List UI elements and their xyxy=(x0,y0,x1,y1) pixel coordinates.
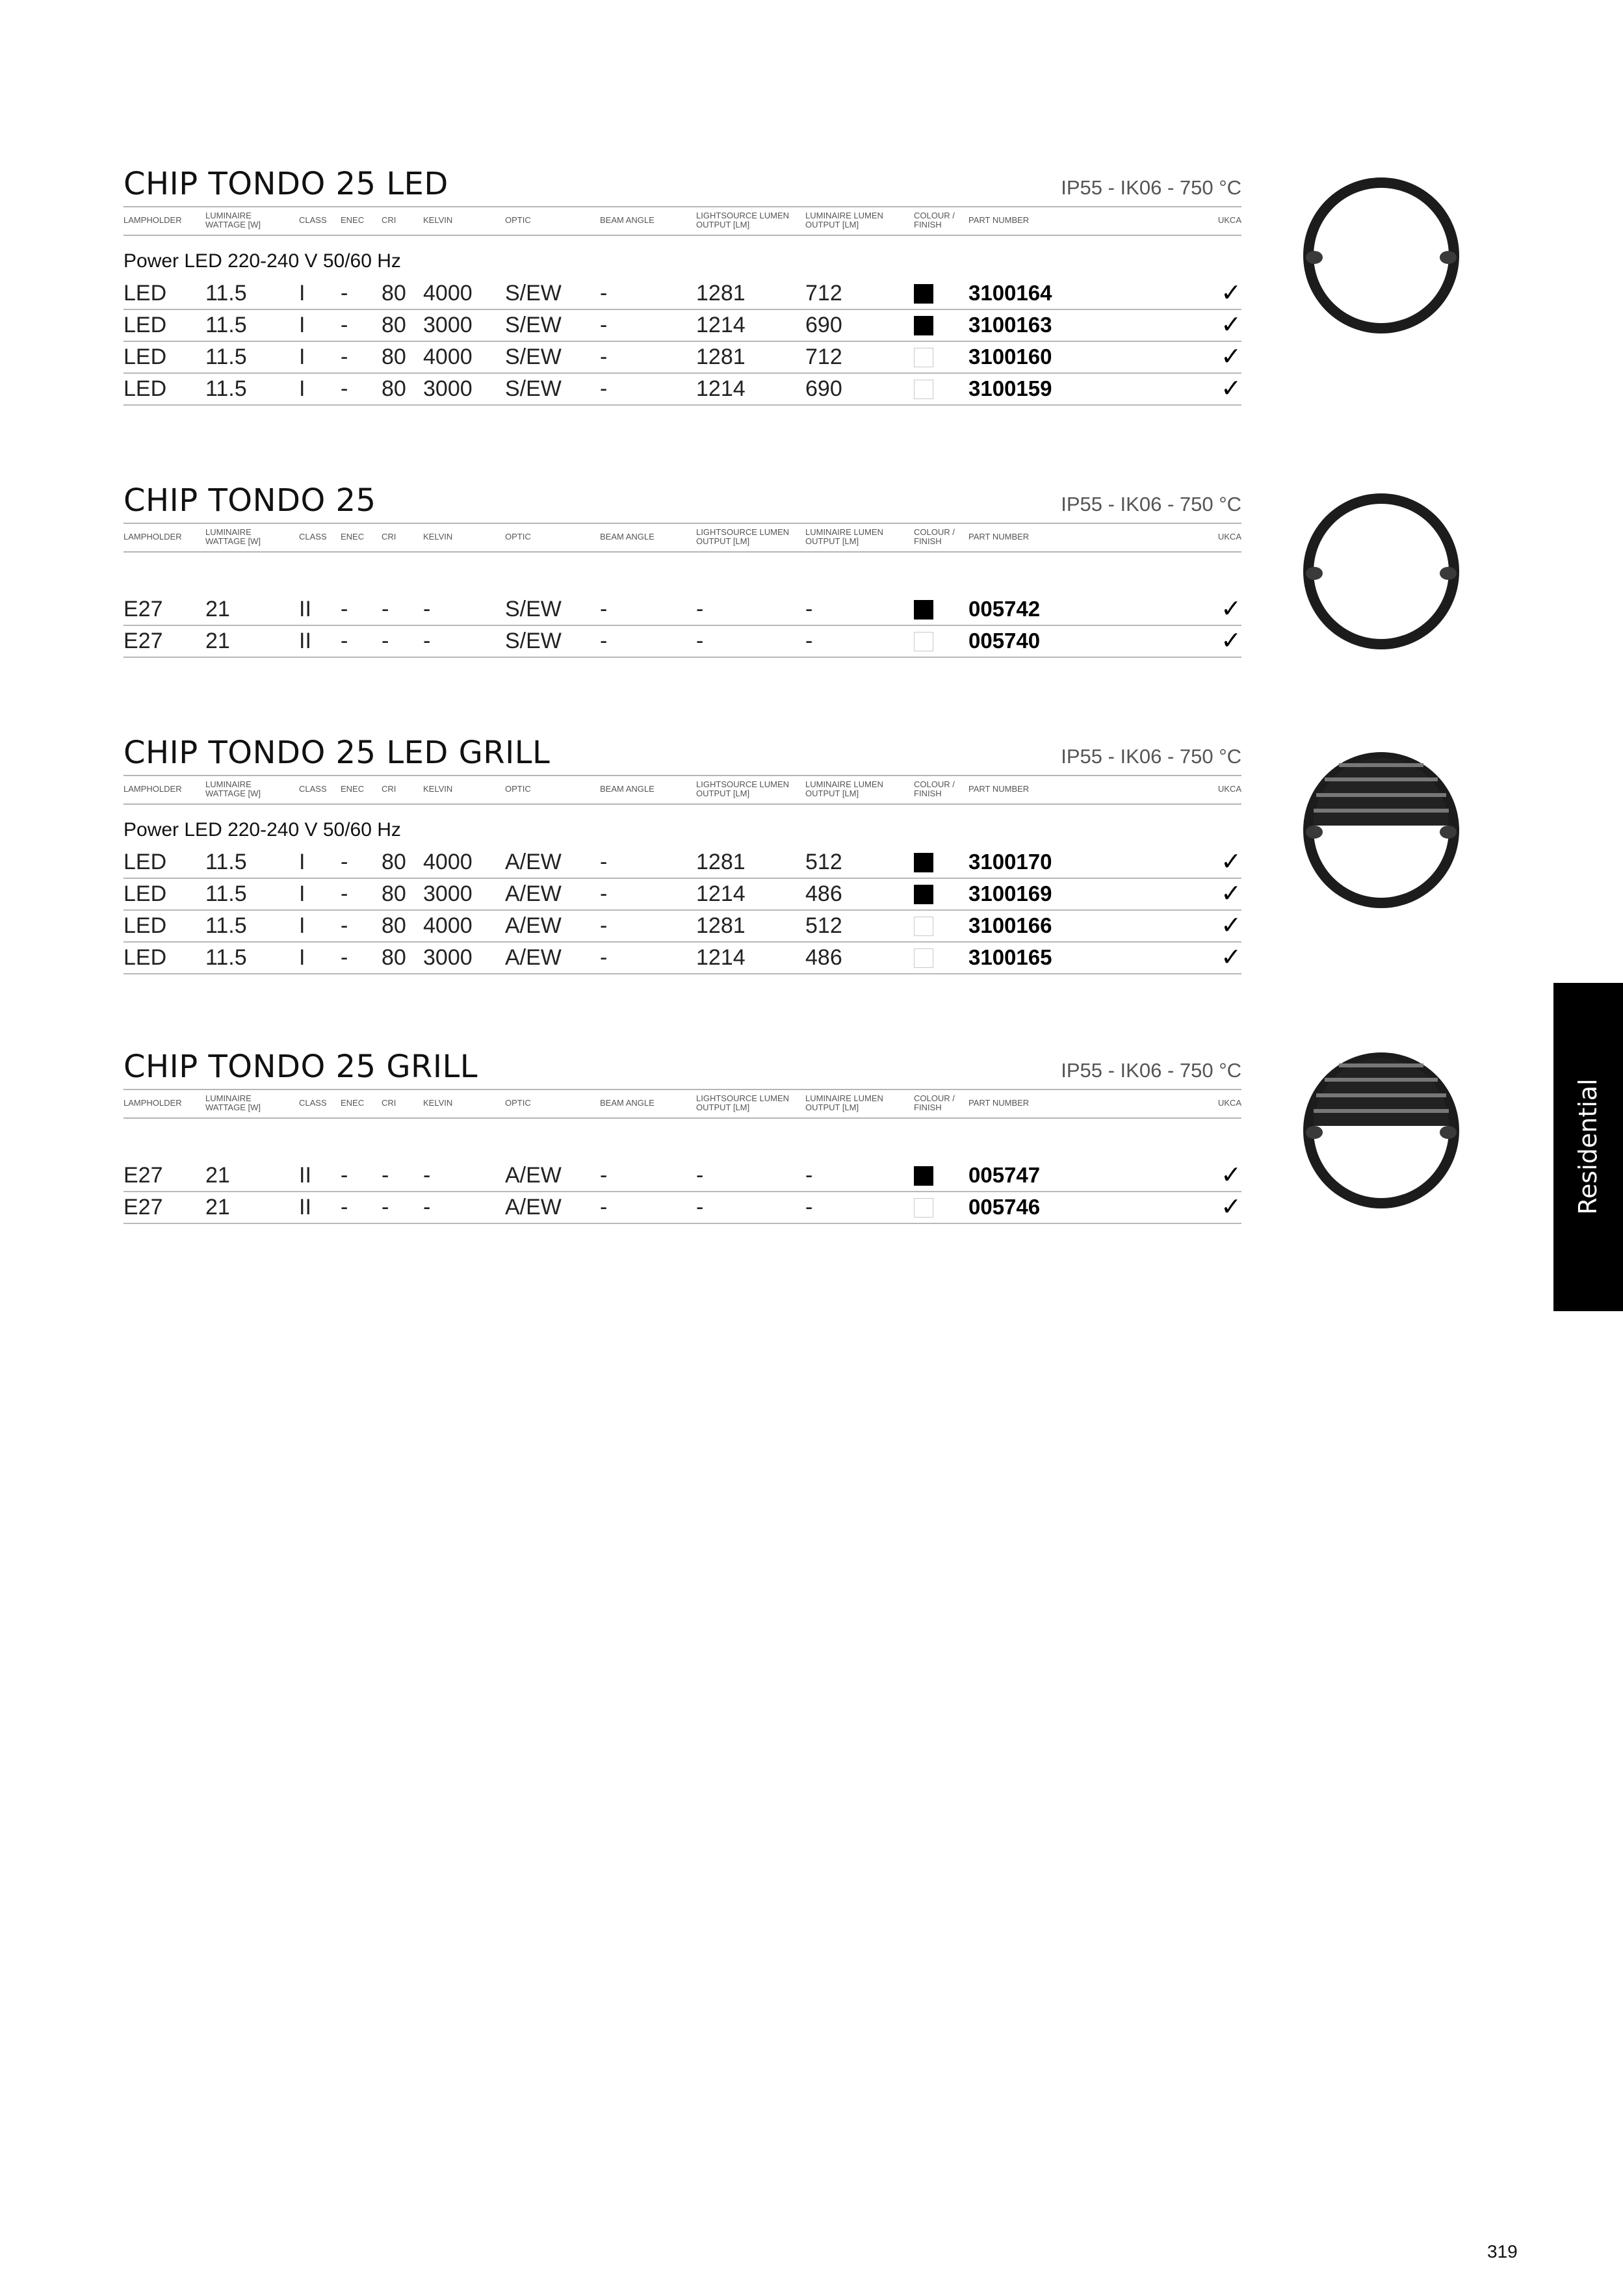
cell-optic: A/EW xyxy=(505,913,562,938)
cell-beam-angle: - xyxy=(600,945,608,970)
cell-luminaire-lumen: 512 xyxy=(805,913,842,938)
cell-wattage: 11.5 xyxy=(205,850,247,874)
cell-wattage: 21 xyxy=(205,629,230,653)
cell-class: I xyxy=(299,313,305,337)
cell-cri: - xyxy=(382,597,389,621)
cell-cri: - xyxy=(382,1195,389,1220)
cell-luminaire-lumen: 712 xyxy=(805,345,842,369)
cell-lightsource-lumen: - xyxy=(696,629,704,653)
cell-kelvin: 4000 xyxy=(423,281,473,306)
finish-swatch-white xyxy=(914,948,933,968)
cell-wattage: 11.5 xyxy=(205,281,247,306)
power-subheading: Power LED 220-240 V 50/60 Hz xyxy=(123,819,401,841)
cell-wattage: 21 xyxy=(205,597,230,621)
column-header-optic: OPTIC xyxy=(505,784,531,794)
cell-kelvin: 3000 xyxy=(423,881,473,906)
cell-lightsource-lumen: 1214 xyxy=(696,945,746,970)
cell-beam-angle: - xyxy=(600,1195,608,1220)
table-row xyxy=(123,847,1241,879)
category-tab-label: Residential xyxy=(1574,1078,1602,1215)
cell-luminaire-lumen: - xyxy=(805,597,813,621)
cell-class: I xyxy=(299,850,305,874)
column-header-class: CLASS xyxy=(299,215,327,225)
cell-beam-angle: - xyxy=(600,313,608,337)
cell-optic: S/EW xyxy=(505,345,562,369)
cell-class: I xyxy=(299,345,305,369)
cell-cri: 80 xyxy=(382,313,406,337)
cell-lampholder: LED xyxy=(123,281,167,306)
column-header-kelvin: KELVIN xyxy=(423,1098,453,1108)
cell-cri: 80 xyxy=(382,945,406,970)
cell-cri: 80 xyxy=(382,881,406,906)
protection-rating: IP55 - IK06 - 750 °C xyxy=(1061,493,1241,515)
column-header-cri: CRI xyxy=(382,532,396,541)
finish-swatch-black xyxy=(914,600,933,620)
cell-wattage: 11.5 xyxy=(205,945,247,970)
cell-kelvin: - xyxy=(423,629,431,653)
cell-part-number: 005742 xyxy=(968,597,1041,621)
ukca-check-icon: ✓ xyxy=(1221,880,1241,907)
table-header xyxy=(123,1089,1241,1119)
ukca-check-icon: ✓ xyxy=(1221,311,1241,339)
table-row xyxy=(123,626,1241,658)
cell-enec: - xyxy=(341,345,348,369)
table-row xyxy=(123,278,1241,310)
column-header-luminaire-lumen: LUMINAIRE LUMEN OUTPUT [LM] xyxy=(805,779,883,798)
page-number: 319 xyxy=(1487,2241,1518,2262)
column-header-finish-swatch: COLOUR / FINISH xyxy=(914,779,955,798)
cell-lampholder: LED xyxy=(123,376,167,401)
cell-enec: - xyxy=(341,629,348,653)
power-subheading: Power LED 220-240 V 50/60 Hz xyxy=(123,250,401,272)
cell-lightsource-lumen: 1281 xyxy=(696,281,746,306)
cell-lightsource-lumen: - xyxy=(696,1163,704,1188)
column-header-enec: ENEC xyxy=(341,784,365,794)
cell-kelvin: 4000 xyxy=(423,345,473,369)
column-header-lightsource-lumen: LIGHTSOURCE LUMEN OUTPUT [LM] xyxy=(696,1093,790,1112)
column-header-kelvin: KELVIN xyxy=(423,784,453,794)
cell-optic: S/EW xyxy=(505,629,562,653)
cell-class: II xyxy=(299,597,311,621)
cell-luminaire-lumen: 512 xyxy=(805,850,842,874)
finish-swatch-white xyxy=(914,380,933,399)
cell-lampholder: LED xyxy=(123,881,167,906)
cell-lampholder: E27 xyxy=(123,597,163,621)
column-header-lampholder: LAMPHOLDER xyxy=(123,784,182,794)
ukca-check-icon: ✓ xyxy=(1221,848,1241,876)
column-header-lightsource-lumen: LIGHTSOURCE LUMEN OUTPUT [LM] xyxy=(696,211,790,229)
cell-class: I xyxy=(299,281,305,306)
cell-enec: - xyxy=(341,913,348,938)
cell-part-number: 3100164 xyxy=(968,281,1052,305)
cell-wattage: 11.5 xyxy=(205,881,247,906)
product-title: CHIP TONDO 25 GRILL xyxy=(123,1049,478,1085)
cell-part-number: 3100165 xyxy=(968,945,1052,969)
cell-class: I xyxy=(299,881,305,906)
column-header-wattage: LUMINAIRE WATTAGE [W] xyxy=(205,211,261,229)
column-header-lampholder: LAMPHOLDER xyxy=(123,215,182,225)
cell-wattage: 11.5 xyxy=(205,345,247,369)
product-title: CHIP TONDO 25 LED GRILL xyxy=(123,735,551,771)
ukca-check-icon: ✓ xyxy=(1221,1194,1241,1221)
column-header-lampholder: LAMPHOLDER xyxy=(123,532,182,541)
table-header xyxy=(123,775,1241,805)
cell-enec: - xyxy=(341,597,348,621)
column-header-part-number: PART NUMBER xyxy=(968,1098,1030,1108)
finish-swatch-black xyxy=(914,284,933,304)
cell-luminaire-lumen: 486 xyxy=(805,945,842,970)
product-title: CHIP TONDO 25 LED xyxy=(123,166,448,202)
cell-class: II xyxy=(299,1163,311,1188)
table-row xyxy=(123,1192,1241,1224)
cell-kelvin: 3000 xyxy=(423,945,473,970)
column-header-finish-swatch: COLOUR / FINISH xyxy=(914,1093,955,1112)
cell-kelvin: 3000 xyxy=(423,313,473,337)
cell-part-number: 3100169 xyxy=(968,881,1052,906)
cell-optic: A/EW xyxy=(505,1195,562,1220)
column-header-lightsource-lumen: LIGHTSOURCE LUMEN OUTPUT [LM] xyxy=(696,779,790,798)
column-header-part-number: PART NUMBER xyxy=(968,215,1030,225)
cell-part-number: 3100163 xyxy=(968,313,1052,337)
cell-lampholder: LED xyxy=(123,313,167,337)
column-header-ukca-check: UKCA xyxy=(1217,215,1241,225)
finish-swatch-black xyxy=(914,853,933,872)
cell-class: I xyxy=(299,945,305,970)
column-header-beam-angle: BEAM ANGLE xyxy=(600,532,655,541)
cell-enec: - xyxy=(341,281,348,306)
cell-beam-angle: - xyxy=(600,597,608,621)
cell-lightsource-lumen: - xyxy=(696,597,704,621)
column-header-luminaire-lumen: LUMINAIRE LUMEN OUTPUT [LM] xyxy=(805,1093,883,1112)
column-header-enec: ENEC xyxy=(341,532,365,541)
table-row xyxy=(123,911,1241,943)
cell-beam-angle: - xyxy=(600,629,608,653)
column-header-optic: OPTIC xyxy=(505,1098,531,1108)
cell-optic: S/EW xyxy=(505,281,562,306)
cell-part-number: 3100166 xyxy=(968,913,1052,937)
column-header-kelvin: KELVIN xyxy=(423,215,453,225)
cell-lampholder: LED xyxy=(123,850,167,874)
cell-wattage: 11.5 xyxy=(205,913,247,938)
ukca-check-icon: ✓ xyxy=(1221,944,1241,971)
cell-cri: 80 xyxy=(382,376,406,401)
cell-lampholder: LED xyxy=(123,345,167,369)
cell-optic: S/EW xyxy=(505,376,562,401)
finish-swatch-white xyxy=(914,632,933,651)
cell-kelvin: 4000 xyxy=(423,913,473,938)
column-header-beam-angle: BEAM ANGLE xyxy=(600,215,655,225)
cell-wattage: 11.5 xyxy=(205,313,247,337)
table-header xyxy=(123,523,1241,553)
cell-class: I xyxy=(299,376,305,401)
cell-enec: - xyxy=(341,376,348,401)
cell-part-number: 005740 xyxy=(968,629,1041,653)
cell-lightsource-lumen: 1281 xyxy=(696,850,746,874)
table-row xyxy=(123,879,1241,911)
cell-class: II xyxy=(299,629,311,653)
column-header-class: CLASS xyxy=(299,1098,327,1108)
cell-cri: - xyxy=(382,629,389,653)
cell-optic: A/EW xyxy=(505,850,562,874)
column-header-luminaire-lumen: LUMINAIRE LUMEN OUTPUT [LM] xyxy=(805,527,883,546)
column-header-enec: ENEC xyxy=(341,215,365,225)
protection-rating: IP55 - IK06 - 750 °C xyxy=(1061,745,1241,768)
cell-wattage: 21 xyxy=(205,1195,230,1220)
table-row xyxy=(123,1160,1241,1192)
cell-lightsource-lumen: 1214 xyxy=(696,313,746,337)
cell-kelvin: - xyxy=(423,1195,431,1220)
product-title: CHIP TONDO 25 xyxy=(123,482,376,519)
ukca-check-icon: ✓ xyxy=(1221,280,1241,307)
cell-part-number: 3100170 xyxy=(968,850,1052,874)
ukca-check-icon: ✓ xyxy=(1221,375,1241,402)
cell-luminaire-lumen: - xyxy=(805,629,813,653)
luminaire-image-grill xyxy=(1300,1049,1462,1212)
cell-kelvin: 4000 xyxy=(423,850,473,874)
cell-lampholder: LED xyxy=(123,913,167,938)
table-row xyxy=(123,594,1241,626)
ukca-check-icon: ✓ xyxy=(1221,912,1241,939)
cell-beam-angle: - xyxy=(600,850,608,874)
cell-kelvin: 3000 xyxy=(423,376,473,401)
cell-optic: A/EW xyxy=(505,881,562,906)
category-tab[interactable] xyxy=(1553,983,1623,1311)
finish-swatch-white xyxy=(914,348,933,367)
cell-cri: 80 xyxy=(382,913,406,938)
luminaire-image-round xyxy=(1300,174,1462,337)
cell-optic: A/EW xyxy=(505,945,562,970)
cell-enec: - xyxy=(341,850,348,874)
column-header-ukca-check: UKCA xyxy=(1217,784,1241,794)
cell-part-number: 3100160 xyxy=(968,345,1052,369)
column-header-lightsource-lumen: LIGHTSOURCE LUMEN OUTPUT [LM] xyxy=(696,527,790,546)
column-header-luminaire-lumen: LUMINAIRE LUMEN OUTPUT [LM] xyxy=(805,211,883,229)
luminaire-image-round xyxy=(1300,490,1462,653)
cell-lightsource-lumen: 1281 xyxy=(696,913,746,938)
column-header-cri: CRI xyxy=(382,784,396,794)
ukca-check-icon: ✓ xyxy=(1221,595,1241,623)
ukca-check-icon: ✓ xyxy=(1221,343,1241,371)
cell-luminaire-lumen: 712 xyxy=(805,281,842,306)
cell-lampholder: E27 xyxy=(123,1195,163,1220)
column-header-cri: CRI xyxy=(382,215,396,225)
cell-lightsource-lumen: 1214 xyxy=(696,376,746,401)
cell-kelvin: - xyxy=(423,1163,431,1188)
finish-swatch-white xyxy=(914,1198,933,1218)
cell-lampholder: E27 xyxy=(123,629,163,653)
cell-enec: - xyxy=(341,1195,348,1220)
column-header-finish-swatch: COLOUR / FINISH xyxy=(914,211,955,229)
column-header-ukca-check: UKCA xyxy=(1217,1098,1241,1108)
column-header-cri: CRI xyxy=(382,1098,396,1108)
ukca-check-icon: ✓ xyxy=(1221,1162,1241,1189)
cell-lampholder: LED xyxy=(123,945,167,970)
cell-part-number: 3100159 xyxy=(968,376,1052,400)
table-row xyxy=(123,310,1241,342)
column-header-lampholder: LAMPHOLDER xyxy=(123,1098,182,1108)
column-header-beam-angle: BEAM ANGLE xyxy=(600,1098,655,1108)
column-header-part-number: PART NUMBER xyxy=(968,784,1030,794)
table-row xyxy=(123,374,1241,406)
cell-enec: - xyxy=(341,313,348,337)
cell-cri: - xyxy=(382,1163,389,1188)
column-header-class: CLASS xyxy=(299,784,327,794)
cell-optic: S/EW xyxy=(505,313,562,337)
cell-optic: A/EW xyxy=(505,1163,562,1188)
cell-lightsource-lumen: 1214 xyxy=(696,881,746,906)
protection-rating: IP55 - IK06 - 750 °C xyxy=(1061,1059,1241,1082)
cell-enec: - xyxy=(341,945,348,970)
protection-rating: IP55 - IK06 - 750 °C xyxy=(1061,176,1241,199)
finish-swatch-black xyxy=(914,316,933,335)
column-header-ukca-check: UKCA xyxy=(1217,532,1241,541)
cell-beam-angle: - xyxy=(600,281,608,306)
cell-beam-angle: - xyxy=(600,1163,608,1188)
ukca-check-icon: ✓ xyxy=(1221,627,1241,655)
cell-lightsource-lumen: 1281 xyxy=(696,345,746,369)
luminaire-image-grill xyxy=(1300,749,1462,911)
column-header-wattage: LUMINAIRE WATTAGE [W] xyxy=(205,527,261,546)
cell-class: I xyxy=(299,913,305,938)
finish-swatch-black xyxy=(914,1166,933,1186)
cell-enec: - xyxy=(341,1163,348,1188)
table-row xyxy=(123,943,1241,974)
column-header-class: CLASS xyxy=(299,532,327,541)
cell-part-number: 005746 xyxy=(968,1195,1041,1219)
cell-wattage: 21 xyxy=(205,1163,230,1188)
cell-kelvin: - xyxy=(423,597,431,621)
cell-optic: S/EW xyxy=(505,597,562,621)
cell-luminaire-lumen: - xyxy=(805,1195,813,1220)
cell-luminaire-lumen: 690 xyxy=(805,313,842,337)
cell-beam-angle: - xyxy=(600,345,608,369)
cell-wattage: 11.5 xyxy=(205,376,247,401)
cell-luminaire-lumen: - xyxy=(805,1163,813,1188)
cell-class: II xyxy=(299,1195,311,1220)
column-header-beam-angle: BEAM ANGLE xyxy=(600,784,655,794)
column-header-finish-swatch: COLOUR / FINISH xyxy=(914,527,955,546)
table-row xyxy=(123,342,1241,374)
column-header-optic: OPTIC xyxy=(505,532,531,541)
cell-beam-angle: - xyxy=(600,376,608,401)
cell-cri: 80 xyxy=(382,345,406,369)
column-header-kelvin: KELVIN xyxy=(423,532,453,541)
cell-enec: - xyxy=(341,881,348,906)
cell-lampholder: E27 xyxy=(123,1163,163,1188)
table-header xyxy=(123,206,1241,236)
cell-cri: 80 xyxy=(382,281,406,306)
cell-part-number: 005747 xyxy=(968,1163,1041,1187)
column-header-wattage: LUMINAIRE WATTAGE [W] xyxy=(205,779,261,798)
finish-swatch-white xyxy=(914,917,933,936)
column-header-wattage: LUMINAIRE WATTAGE [W] xyxy=(205,1093,261,1112)
column-header-optic: OPTIC xyxy=(505,215,531,225)
column-header-part-number: PART NUMBER xyxy=(968,532,1030,541)
cell-beam-angle: - xyxy=(600,881,608,906)
cell-luminaire-lumen: 690 xyxy=(805,376,842,401)
cell-luminaire-lumen: 486 xyxy=(805,881,842,906)
finish-swatch-black xyxy=(914,885,933,904)
cell-lightsource-lumen: - xyxy=(696,1195,704,1220)
column-header-enec: ENEC xyxy=(341,1098,365,1108)
cell-beam-angle: - xyxy=(600,913,608,938)
cell-cri: 80 xyxy=(382,850,406,874)
